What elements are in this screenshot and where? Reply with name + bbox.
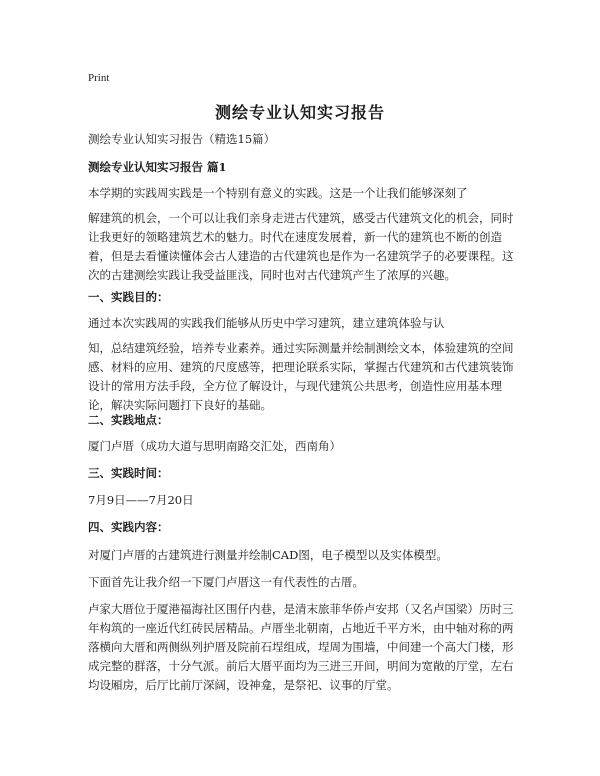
paragraph-2: 解建筑的机会，一个可以让我们亲身走进古代建筑，感受古代建筑文化的机会，同时让我更好的领略建筑艺术的魅力。时代在速度发展着，新一代的建筑也不断的创造着，但是去看懂读懂体会古人建造的古代建筑也是作为一名建筑学子的必要课程。这次的古建测绘实践让我受益匪浅，同时也对古代建筑产生了浓厚的兴趣。 [88, 211, 514, 282]
heading-time: 三、实践时间： [88, 466, 169, 480]
page-title: 测绘专业认知实习报告 [214, 103, 385, 122]
heading-purpose: 一、实践目的： [88, 290, 169, 304]
paragraph-3: 通过本次实践周的实践我们能够从历史中学习建筑，建立建筑体验与认 [88, 316, 445, 330]
print-link[interactable]: Print [88, 72, 110, 84]
heading-location: 二、实践地点： [88, 413, 169, 427]
document-subtitle: 测绘专业认知实习报告（精选15篇） [88, 132, 276, 146]
section-title: 测绘专业认知实习报告 篇1 [88, 160, 227, 174]
paragraph-content: 对厦门卢厝的古建筑进行测量并绘制CAD图，电子模型以及实体模型。 [88, 548, 448, 562]
paragraph-location: 厦门卢厝（成功大道与思明南路交汇处，西南角） [88, 439, 341, 453]
paragraph-1: 本学期的实践周实践是一个特别有意义的实践。这是一个让我们能够深刻了 [88, 186, 468, 200]
paragraph-intro: 下面首先让我介绍一下厦门卢厝这一有代表性的古厝。 [88, 575, 364, 589]
paragraph-4: 知，总结建筑经验，培养专业素养。通过实际测量并绘制测绘文本，体验建筑的空间感、材料的应用、建筑的尺度感等，把理论联系实际，掌握古代建筑和古代建筑装饰设计的常用方法手段，全方位了解设计，与现代建筑公共思考，创造性应用基本理论，解决实际问题打下良好的基础。 [88, 341, 514, 412]
paragraph-lu-house: 卢家大厝位于厦港福海社区围仔内巷，是清末旅菲华侨卢安邦（又名卢国梁）历时三年构筑的一座近代红砖民居精品。卢厝坐北朝南，占地近千平方米，由中轴对称的两落横向大厝和两侧纵列护厝及院前石埕组成，埕周为围墙，中间建一个高大门楼，形成完整的群落，十分气派。前后大厝平面均为三进三开间，明间为宽敞的厅堂，左右均设厢房，后厅比前厅深阔，设神龛，是祭祀、议事的厅堂。 [88, 602, 514, 692]
heading-content: 四、实践内容： [88, 520, 169, 534]
paragraph-time: 7月9日——7月20日 [88, 493, 194, 507]
